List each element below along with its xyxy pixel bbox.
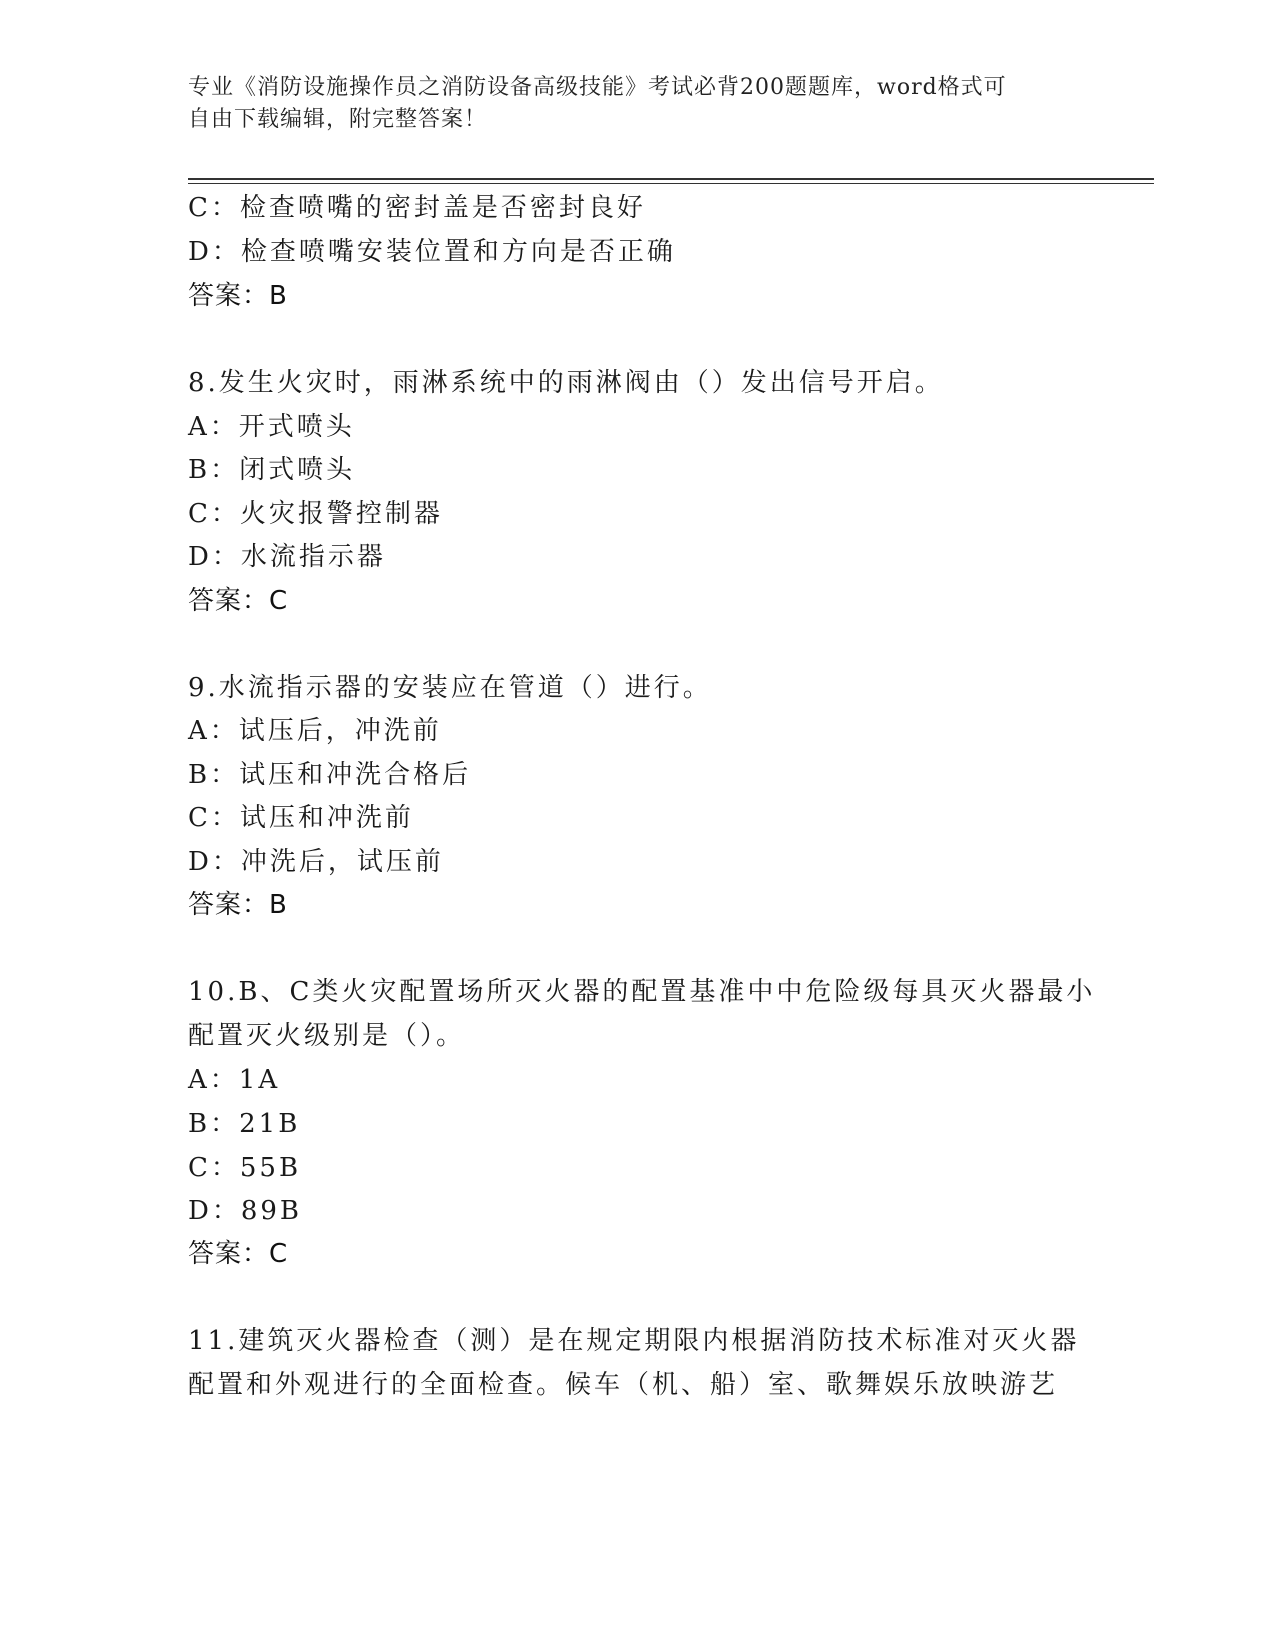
- q8-option-c: C：火灾报警控制器: [188, 499, 443, 529]
- q7-answer: 答案：B: [188, 281, 288, 311]
- q9-option-d: D：冲洗后，试压前: [188, 847, 444, 877]
- q10-answer: 答案：C: [188, 1239, 289, 1269]
- q9-option-c: C：试压和冲洗前: [188, 803, 414, 833]
- q7-option-c: C：检查喷嘴的密封盖是否密封良好: [188, 193, 646, 223]
- document-header: [188, 72, 1088, 136]
- q8-option-d: D：水流指示器: [188, 542, 386, 572]
- q10-option-d: D：89B: [188, 1196, 303, 1226]
- q8-question: 8.发生火灾时，雨淋系统中的雨淋阀由（）发出信号开启。: [188, 368, 944, 398]
- q11-question-line-1: 11.建筑灭火器检查（测）是在规定期限内根据消防技术标准对灭火器: [188, 1326, 1080, 1356]
- q11-question-line-2: 配置和外观进行的全面检查。候车（机、船）室、歌舞娱乐放映游艺: [188, 1370, 1059, 1400]
- q10-option-b: B：21B: [188, 1109, 301, 1139]
- q8-option-b: B：闭式喷头: [188, 455, 356, 485]
- q9-option-a: A：试压后，冲洗前: [188, 716, 442, 746]
- header-divider-thin: [188, 183, 1154, 184]
- q10-question-line-2: 配置灭火级别是（）。: [188, 1021, 466, 1051]
- q9-answer: 答案：B: [188, 890, 288, 920]
- q8-answer: 答案：C: [188, 586, 289, 616]
- q7-option-d: D：检查喷嘴安装位置和方向是否正确: [188, 237, 676, 267]
- header-divider-thick: [188, 178, 1154, 180]
- q8-option-a: A：开式喷头: [188, 412, 355, 442]
- q9-option-b: B：试压和冲洗合格后: [188, 760, 472, 790]
- header-title-line-2: 自由下载编辑，附完整答案！: [188, 107, 488, 132]
- q10-option-a: A：1A: [188, 1065, 281, 1095]
- q9-question: 9.水流指示器的安装应在管道（）进行。: [188, 673, 712, 703]
- q10-option-c: C：55B: [188, 1153, 302, 1183]
- q10-question-line-1: 10.B、C类火灾配置场所灭火器的配置基准中中危险级每具灭火器最小: [188, 977, 1096, 1007]
- header-title-line-1: 专业《消防设施操作员之消防设备高级技能》考试必背200题题库，word格式可: [188, 75, 1007, 100]
